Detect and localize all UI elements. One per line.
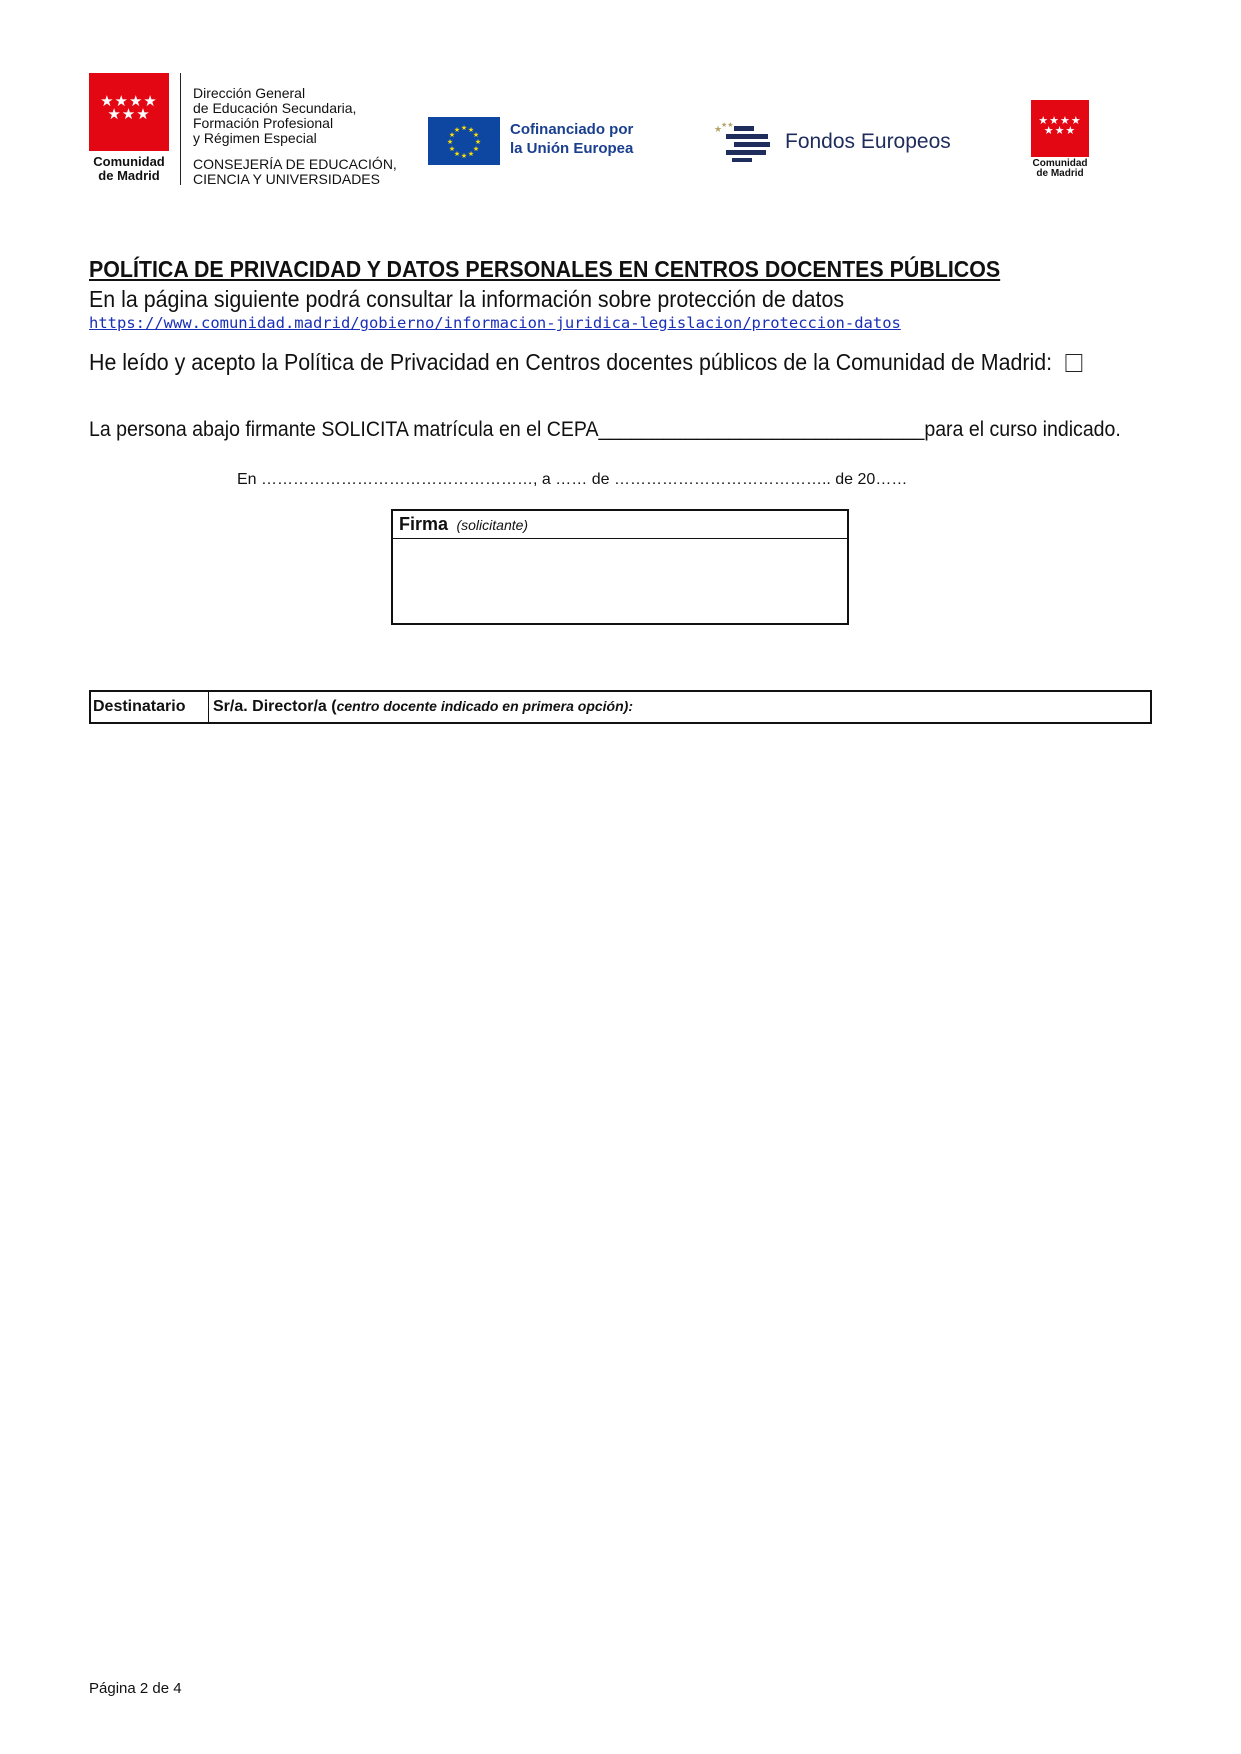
eu-cofinanciado-text [510, 120, 633, 158]
svg-text:★: ★ [714, 125, 723, 135]
cm-logo2-line-2: de Madrid [1036, 168, 1084, 179]
consejeria-text [193, 157, 397, 187]
madrid-flag-small-icon [1031, 100, 1089, 157]
madrid-flag-icon [89, 73, 169, 151]
destinatario-label: Destinatario [91, 692, 209, 722]
proteccion-datos-link[interactable]: https://www.comunidad.madrid/gobierno/informacion-juridica-legislacion/proteccion-datos [89, 314, 901, 332]
solicita-matricula-text: La persona abajo firmante SOLICITA matrícula en el CEPA______________________________para el curso indicado. [89, 418, 1121, 441]
page-number: Página 2 de 4 [89, 1680, 182, 1697]
comunidad-madrid-logo [89, 73, 169, 183]
destinatario-director: Sr/a. Director/a ( [213, 698, 337, 715]
privacy-title: POLÍTICA DE PRIVACIDAD Y DATOS PERSONALES EN CENTROS DOCENTES PÚBLICOS [89, 256, 1001, 282]
svg-text:★: ★ [453, 150, 461, 158]
accept-privacy-row [89, 349, 1082, 376]
direccion-general-text [193, 86, 356, 146]
svg-text:★: ★ [474, 138, 482, 146]
firma-label: Firma [399, 514, 449, 534]
comunidad-madrid-logo-small [1031, 100, 1089, 179]
svg-text:★: ★ [472, 145, 480, 153]
accept-privacy-label: He leído y acepto la Política de Privacidad en Centros docentes públicos de la Comunidad de Madrid: [89, 349, 1053, 375]
destinatario-centro: centro docente indicado en primera opción): [336, 698, 633, 714]
fecha-lugar-line: En ……………………………………………, a …… de ………………………………….. de 20…… [237, 471, 908, 488]
madrid-stars-small-icon: ★★★★ ★★★ [1038, 115, 1082, 137]
cm-logo-text: Comunidad de Madrid [93, 154, 165, 183]
cm-logo2-line-1: Comunidad [1032, 158, 1088, 169]
destinatario-text [209, 698, 633, 716]
dg-line-1: Dirección General [193, 85, 306, 101]
firma-header [393, 511, 847, 539]
header-divider [180, 73, 181, 185]
svg-text:★: ★ [460, 152, 468, 160]
destinatario-box [89, 690, 1152, 724]
dg-line-4: y Régimen Especial [193, 130, 317, 146]
svg-text:★: ★ [467, 150, 475, 158]
svg-text:★: ★ [453, 126, 461, 134]
consejeria-line-2: CIENCIA Y UNIVERSIDADES [193, 171, 380, 187]
dg-line-2: de Educación Secundaria, [193, 100, 357, 116]
dg-line-3: Formación Profesional [193, 115, 334, 131]
accept-privacy-checkbox[interactable] [1065, 354, 1082, 372]
madrid-stars-icon: ★★★★ ★★★ [100, 93, 158, 123]
cm-logo2-text [1031, 159, 1089, 179]
eu-flag-icon [428, 117, 500, 165]
svg-text:★: ★ [472, 131, 480, 139]
svg-text:★: ★ [460, 124, 468, 132]
svg-text:★: ★ [467, 126, 475, 134]
svg-text:★★: ★★ [721, 121, 734, 129]
svg-text:★: ★ [446, 138, 454, 146]
consejeria-line-1: CONSEJERÍA DE EDUCACIÓN, [193, 156, 397, 172]
svg-text:★: ★ [448, 145, 456, 153]
fondos-europeos-text: Fondos Europeos [785, 130, 951, 153]
eu-line-1: Cofinanciado por [510, 121, 634, 138]
svg-text:★: ★ [448, 131, 456, 139]
firma-sublabel: (solicitante) [456, 517, 529, 533]
eu-line-2: la Unión Europea [510, 140, 634, 157]
firma-box[interactable] [391, 509, 849, 625]
fondos-europeos-icon [712, 118, 778, 164]
privacy-subtitle: En la página siguiente podrá consultar la información sobre protección de datos [89, 286, 845, 312]
